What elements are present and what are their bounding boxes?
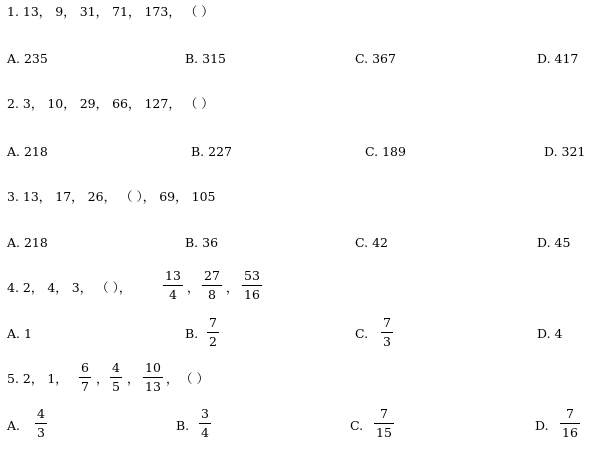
question-3-option-c: C. 42 — [355, 235, 388, 250]
question-5-option-b-label: B. — [176, 418, 190, 433]
question-5-fraction-1 — [79, 362, 91, 393]
question-4-option-b-label: B. — [185, 326, 199, 341]
question-5-option-d-label: D. — [535, 418, 549, 433]
question-1-option-b: B. 315 — [185, 51, 226, 66]
question-2-option-b: B. 227 — [191, 144, 232, 159]
question-3-option-a: A. 218 — [7, 235, 48, 250]
fraction-numerator: 7 — [209, 315, 217, 330]
question-2-option-c: C. 189 — [365, 144, 406, 159]
question-5-fraction-2 — [110, 362, 122, 393]
question-4-stem-prefix: 4. 2， 4， 3， （ ）， — [7, 280, 132, 295]
question-4-fraction-1 — [163, 270, 183, 301]
fraction-denominator: 4 — [168, 286, 177, 302]
question-2-stem: 2. 3， 10， 29， 66， 127， （ ） — [7, 96, 214, 111]
question-4-option-d: D. 4 — [537, 326, 563, 341]
question-4-option-c-fraction — [381, 317, 393, 348]
question-3-stem: 3. 13， 17， 26， （ ）， 69， 105 — [7, 189, 216, 204]
question-4-fraction-3 — [242, 270, 262, 301]
question-5-option-a-label: A. — [7, 418, 21, 433]
question-2-option-a: A. 218 — [7, 144, 48, 159]
fraction-denominator: 8 — [207, 286, 216, 302]
question-3-option-d: D. 45 — [537, 235, 571, 250]
question-4-separator-2: ， — [226, 280, 239, 295]
fraction-numerator: 6 — [81, 360, 89, 375]
question-5-separator-2: ， — [127, 371, 140, 386]
question-1-option-d: D. 417 — [537, 51, 579, 66]
fraction-numerator: 3 — [201, 406, 209, 421]
question-4-option-c-label: C. — [355, 326, 369, 341]
fraction-numerator: 27 — [204, 268, 220, 283]
question-4-fraction-2 — [202, 270, 222, 301]
fraction-denominator: 16 — [562, 424, 578, 440]
fraction-denominator: 3 — [383, 333, 391, 349]
fraction-numerator: 7 — [565, 406, 574, 421]
question-5-option-d-fraction — [560, 408, 580, 439]
question-5-option-c-label: C. — [350, 418, 364, 433]
question-1-option-a: A. 235 — [7, 51, 48, 66]
fraction-numerator: 7 — [379, 406, 388, 421]
fraction-denominator: 3 — [37, 424, 45, 440]
question-5-separator-3: ， — [166, 371, 179, 386]
fraction-numerator: 53 — [244, 268, 260, 283]
question-5-stem-prefix: 5. 2， 1， — [7, 371, 68, 386]
fraction-denominator: 7 — [81, 378, 89, 394]
question-3-option-b: B. 36 — [185, 235, 219, 250]
question-5-option-c-fraction — [374, 408, 394, 439]
question-5-separator-1: ， — [96, 371, 109, 386]
question-5-blank: （ ） — [180, 371, 209, 386]
fraction-denominator: 2 — [209, 333, 217, 349]
fraction-denominator: 4 — [201, 424, 209, 440]
question-5-option-b-fraction — [199, 408, 211, 439]
question-4-option-a: A. 1 — [7, 326, 32, 341]
fraction-numerator: 13 — [165, 268, 181, 283]
question-5-fraction-3 — [143, 362, 163, 393]
question-1-option-c: C. 367 — [355, 51, 396, 66]
question-1-stem: 1. 13， 9， 31， 71， 173， （ ） — [7, 4, 214, 19]
fraction-denominator: 15 — [376, 424, 392, 440]
question-4-option-b-fraction — [207, 317, 219, 348]
question-5-option-a-fraction — [35, 408, 47, 439]
fraction-numerator: 10 — [145, 360, 161, 375]
fraction-denominator: 5 — [112, 378, 120, 394]
fraction-denominator: 13 — [145, 378, 161, 394]
fraction-numerator: 4 — [37, 406, 45, 421]
question-4-separator-1: ， — [187, 280, 200, 295]
fraction-numerator: 7 — [383, 315, 391, 330]
question-2-option-d: D. 321 — [544, 144, 586, 159]
fraction-denominator: 16 — [244, 286, 260, 302]
fraction-numerator: 4 — [112, 360, 120, 375]
